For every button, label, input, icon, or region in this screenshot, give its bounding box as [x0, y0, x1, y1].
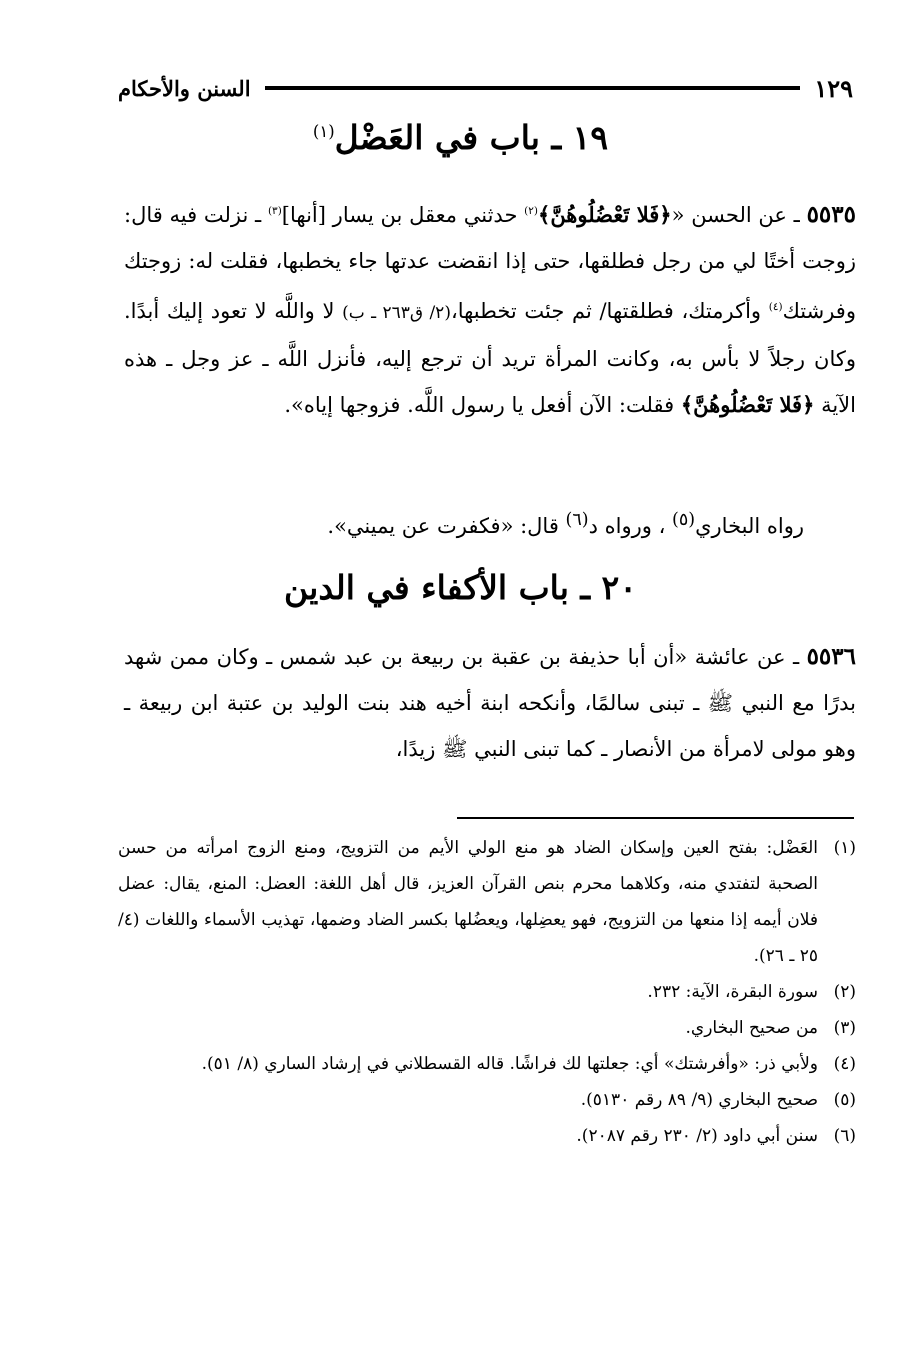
- hadith-text: حدثني معقل بن يسار: [325, 203, 525, 227]
- footnote-text: صحيح البخاري (٩/ ٨٩ رقم ٥١٣٠).: [580, 1090, 818, 1110]
- footnote-item: [118, 1010, 856, 1046]
- chapter-19-heading: [0, 118, 921, 168]
- footnote-number: (٤): [833, 1054, 856, 1074]
- attribution-text: قال: «فكفرت عن يميني».: [327, 514, 566, 538]
- footnote-text: سورة البقرة، الآية: ٢٣٢.: [647, 982, 818, 1002]
- running-header: [118, 66, 853, 110]
- header-rule: [265, 86, 801, 90]
- chapter-20-heading: [0, 568, 921, 618]
- hadith-5535-attribution: [124, 500, 804, 546]
- chapter-19-title: ١٩ ـ باب في العَضْل: [334, 118, 609, 157]
- footnote-marker-5: (٥): [672, 510, 696, 530]
- footnotes: [118, 830, 856, 1154]
- footnote-text: من صحيح البخاري.: [685, 1018, 818, 1038]
- hadith-number: ٥٥٣٥: [806, 201, 856, 228]
- quran-quote: ﴿فَلا تَعْضُلُوهُنَّ﴾: [680, 392, 815, 417]
- footnote-item: [118, 974, 856, 1010]
- page-number: ١٢٩: [814, 73, 853, 103]
- running-title: السنن والأحكام: [118, 75, 251, 101]
- bracket-addition: [أنها]: [281, 203, 326, 227]
- footnote-item: [118, 1118, 856, 1154]
- hadith-text: ـ نزلت فيه قال: زوجت أختًا لي من رجل فطلقها، حتى إذا انقضت عدتها جاء يخطبها، فقلت له: زوجتك وفرشتك: [124, 203, 856, 323]
- footnote-marker-1: (١): [312, 122, 335, 141]
- quran-quote: ﴿فَلا تَعْضُلُوهُنَّ﴾: [538, 202, 672, 227]
- footnote-number: (٥): [833, 1090, 856, 1110]
- footnote-marker-6: (٦): [565, 510, 589, 530]
- footnote-separator: [457, 817, 854, 819]
- footnote-text: ولأبي ذر: «وأفرشتك» أي: جعلتها لك فراشًا. قاله القسطلاني في إرشاد الساري (٨/ ٥١).: [201, 1054, 818, 1074]
- chapter-20-title: ٢٠ ـ باب الأكفاء في الدين: [284, 568, 637, 607]
- footnote-marker-4: (٤): [768, 301, 783, 313]
- footnote-number: (٣): [833, 1018, 856, 1038]
- hadith-number: ٥٥٣٦: [806, 643, 856, 670]
- footnote-marker-2: (٢): [524, 205, 539, 217]
- hadith-5535: [124, 188, 856, 428]
- hadith-text: ـ عن الحسن «: [671, 203, 807, 227]
- footnote-number: (٢): [833, 982, 856, 1002]
- attribution-text: رواه البخاري: [695, 514, 804, 538]
- manuscript-reference: (٢/ ق٢٦٣ ـ ب): [342, 303, 451, 323]
- footnote-number: (٦): [833, 1126, 856, 1146]
- footnote-item: [118, 830, 856, 974]
- footnote-text: سنن أبي داود (٢/ ٢٣٠ رقم ٢٠٨٧).: [576, 1126, 818, 1146]
- footnote-item: [118, 1046, 856, 1082]
- attribution-text: ، ورواه د: [588, 514, 673, 538]
- footnote-number: (١): [833, 838, 856, 858]
- hadith-text: وأكرمتك، فطلقتها/ ثم جئت تخطبها،: [450, 299, 769, 323]
- hadith-text: فقلت: الآن أفعل يا رسول اللَّه. فزوجها إياه».: [284, 393, 681, 417]
- footnote-marker-3: (٣): [267, 205, 282, 217]
- hadith-text: ـ عن عائشة «أن أبا حذيفة بن عقبة بن ربيعة بن عبد شمس ـ وكان ممن شهد بدرًا مع النبي ﷺ ـ تبنى سالمًا، وأنكحه ابنة أخيه هند بنت الوليد بن عتبة ابن ربيعة ـ وهو مولى لامرأة من الأنصار ـ كما تبنى النبي ﷺ زيدًا،: [124, 645, 856, 761]
- hadith-5536: [124, 634, 856, 772]
- hadith-text: لا واللَّه لا تعود إليك أبدًا. وكان رجلاً لا بأس به، وكانت المرأة تريد أن ترجع إليه، فأنزل اللَّه ـ عز وجل ـ هذه الآية: [124, 299, 856, 417]
- footnote-text: العَضْل: بفتح العين وإسكان الضاد هو منع الولي الأيم من التزويج، ومنع الزوج امرأته من حسن الصحبة لتفتدي منه، وكلاهما محرم بنص القرآن العزيز، قال أهل اللغة: العضل: المنع، يقال: عضل فلان أيمه إذا منعها من التزويج، فهو يعضِلها، ويعضُلها بكسر الضاد وضمها، تهذيب الأسماء واللغات (٤/ ٢٥ ـ ٢٦).: [118, 838, 818, 966]
- footnote-item: [118, 1082, 856, 1118]
